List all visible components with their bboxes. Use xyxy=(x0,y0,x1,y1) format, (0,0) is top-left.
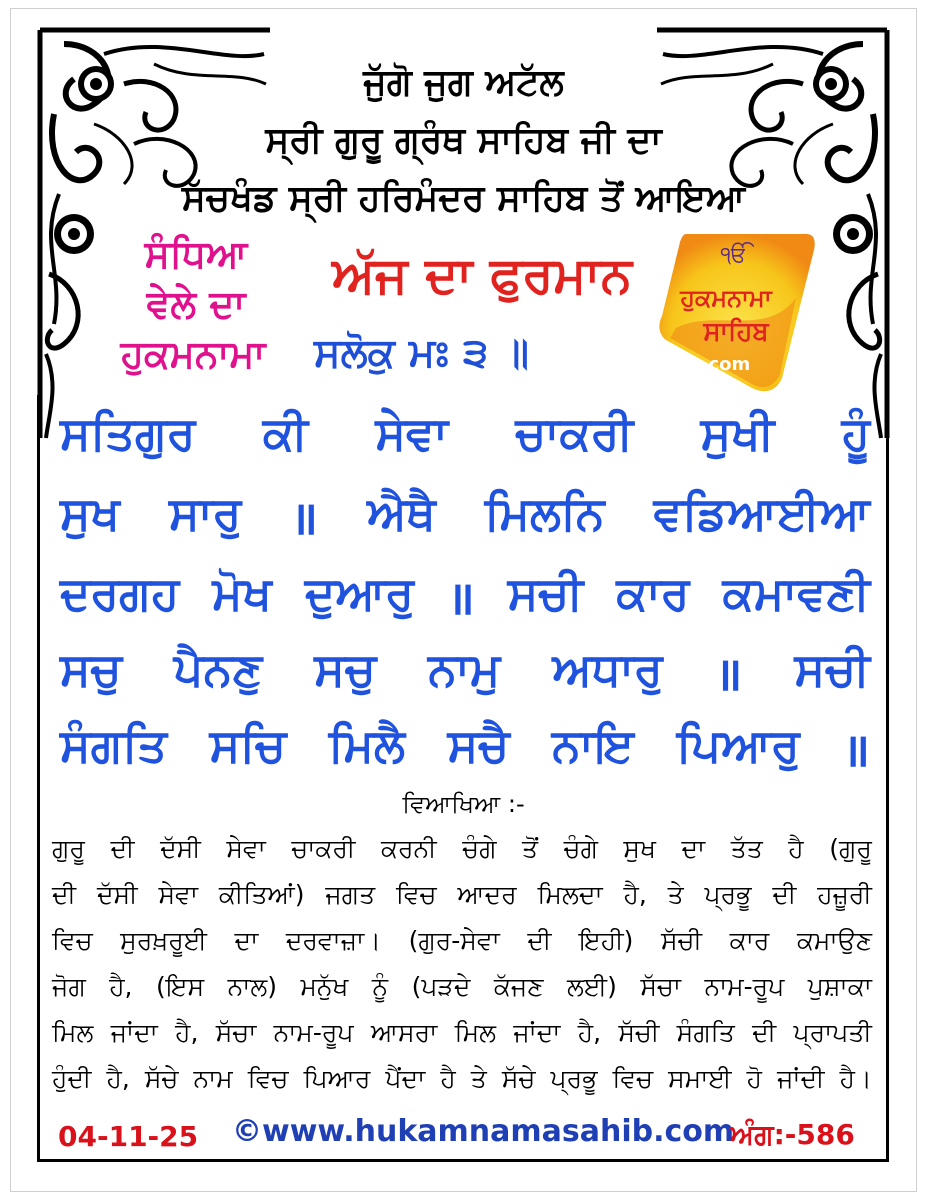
meaning-word: ਕਮਾਉਣ xyxy=(796,926,872,955)
meaning-word: ਪੁਸ਼ਾਕਾ xyxy=(807,972,872,1001)
meaning-word: ਹੋ xyxy=(746,1064,762,1093)
logo-text-line1: ਹੁਕਮਨਾਮਾ xyxy=(680,284,772,312)
meaning-word: ਨਾਮ xyxy=(193,1064,233,1093)
gurbani-line-3 xyxy=(60,566,870,628)
meaning-word: ਦੀ xyxy=(52,880,77,909)
meaning-word: ਕੱਜਣ xyxy=(493,972,544,1001)
meaning-word: ਦੀ xyxy=(527,926,552,955)
meaning-word: ਦਾ xyxy=(234,926,259,955)
meaning-word: ਵਿਚ xyxy=(395,880,437,909)
meaning-word: ਸੱਚਾ xyxy=(640,972,681,1001)
meaning-line-3 xyxy=(52,926,872,956)
meaning-word: ਹੈ, xyxy=(623,880,647,909)
meaning-word: ਕੀਤਿਆਂ) xyxy=(218,880,305,909)
gurbani-word: ਕੀ xyxy=(262,406,309,460)
meaning-word: ਵਿਚ xyxy=(612,1064,654,1093)
gurbani-word: ਸਚੁ xyxy=(314,642,376,696)
meaning-word: ਪ੍ਰਭੂ xyxy=(704,880,752,909)
meaning-word: ਹੈ। xyxy=(839,1064,872,1093)
meaning-word: ਦੱਸੀ xyxy=(160,834,201,863)
gurbani-word: ॥ xyxy=(447,571,475,625)
gurbani-word: ਪਿਆਰੁ xyxy=(676,718,800,772)
meaning-word: ਸੱਚਾ xyxy=(215,1018,257,1047)
meaning-word: ਤੇ xyxy=(667,880,684,909)
meaning-word: (ਗੁਰ-ਸੇਵਾ xyxy=(408,926,500,955)
gurbani-word: ਵਡਿਆਈਆ xyxy=(653,486,870,540)
gurbani-word: ਸਤਿਗੁਰ xyxy=(60,406,196,460)
meaning-word: ਦੀ xyxy=(752,1018,777,1047)
gurbani-word: ਐਥੈ xyxy=(367,486,436,540)
gurbani-line-4 xyxy=(60,642,870,704)
gurbani-word: ਦੁਆਰੁ xyxy=(304,566,414,620)
gurbani-word: ਪੈਨਣੁ xyxy=(173,642,263,696)
meaning-word: ਪਿਆਰ xyxy=(303,1064,371,1093)
meaning-word: ਸੱਚੀ xyxy=(661,926,703,955)
gurbani-word: ਚਾਕਰੀ xyxy=(515,406,634,460)
gurbani-word: ਦਰਗਹ xyxy=(60,566,180,620)
meaning-word: ਚੰਗੇ xyxy=(462,834,497,863)
meaning-line-4 xyxy=(52,972,872,1002)
meaning-word: ਤੋਂ xyxy=(522,834,539,863)
meaning-word: ਜੋਗ xyxy=(52,972,86,1001)
footer-website: ©www.hukamnamasahib.com xyxy=(232,1114,735,1149)
logo-text-line3: .com xyxy=(701,354,751,375)
gurbani-word: ਨਾਇ xyxy=(552,718,634,772)
header-title-line3: ਸੱਚਖੰਡ ਸ੍ਰੀ ਹਰਿਮੰਦਰ ਸਾਹਿਬ ਤੋਂ ਆਇਆ xyxy=(181,178,746,219)
gurbani-line-1 xyxy=(60,406,870,462)
meaning-line-1 xyxy=(52,834,872,864)
meaning-word: ਜਾਂਦਾ xyxy=(110,1018,158,1047)
meaning-word: ਇਹੀ) xyxy=(579,926,634,955)
meaning-word: ਦਾ xyxy=(681,834,706,863)
meaning-word: ਦੀ xyxy=(772,880,797,909)
meaning-word: ਮਿਲ xyxy=(454,1018,497,1047)
meaning-word: ਦਰਵਾਜ਼ਾ। xyxy=(285,926,382,955)
gurbani-word: ਸੁਖ xyxy=(60,486,120,540)
gurbani-word: ਕਾਰ xyxy=(616,566,690,620)
sandhia-label-line2: ਵੇਲੇ ਦਾ xyxy=(146,282,246,326)
meaning-word: ਨਾਮ-ਰੂਪ xyxy=(704,972,785,1001)
meaning-word: ਨਾਮ-ਰੂਪ xyxy=(273,1018,354,1047)
header-title-line2: ਸ੍ਰੀ ਗੁਰੂ ਗ੍ਰੰਥ ਸਾਹਿਬ ਜੀ ਦਾ xyxy=(265,120,662,161)
meaning-word: ਹੈ, xyxy=(175,1018,199,1047)
meaning-word: ਸੱਚੇ xyxy=(501,1064,536,1093)
gurbani-word: ਮਿਲਨਿ xyxy=(484,486,605,540)
meaning-word: ਮਿਲਦਾ xyxy=(537,880,603,909)
gurbani-word: ॥ xyxy=(842,723,870,777)
meaning-word: ਤੱਤ xyxy=(730,834,763,863)
meaning-word: ਚੰਗੇ xyxy=(563,834,598,863)
meaning-word: ਹੈ, xyxy=(106,1064,130,1093)
meaning-word: ਨਾਲ) xyxy=(227,972,278,1001)
meaning-word: ਸਮਾਈ xyxy=(668,1064,732,1093)
meaning-word: ਹੈ, xyxy=(109,972,133,1001)
vyakhia-heading: ਵਿਆਖਿਆ :- xyxy=(402,790,525,818)
meaning-word: ਕਾਰ xyxy=(729,926,770,955)
meaning-word: ਆਦਰ xyxy=(457,880,517,909)
meaning-word: ਚਾਕਰੀ xyxy=(291,834,356,863)
meaning-word: ਜਾਂਦਾ xyxy=(513,1018,561,1047)
meaning-line-5 xyxy=(52,1018,872,1048)
header-title-line1: ਜੁੱਗੋ ਜੁਗ ਅਟੱਲ xyxy=(363,62,564,103)
meaning-word: (ਇਸ xyxy=(155,972,205,1001)
gurbani-line-2 xyxy=(60,486,870,548)
meaning-word: ਗੁਰੂ xyxy=(52,834,85,863)
meaning-word: ਸੱਚੇ xyxy=(144,1064,179,1093)
meaning-word: ਦੀ xyxy=(110,834,135,863)
page-title: ਅੱਜ ਦਾ ਫੁਰਮਾਨ xyxy=(332,246,632,304)
meaning-word: ਕਰਨੀ xyxy=(380,834,437,863)
meaning-word: ਸੁਖ xyxy=(623,834,656,863)
meaning-word: ਸੁਰਖ਼ਰੂਈ xyxy=(120,926,207,955)
meaning-word: ਆਸਰਾ xyxy=(370,1018,438,1047)
meaning-word: ਪ੍ਰਾਪਤੀ xyxy=(793,1018,872,1047)
logo-text-line2: ਸਾਹਿਬ xyxy=(703,317,769,347)
meaning-word: ਸੱਚੀ xyxy=(618,1018,660,1047)
gurbani-word: ॥ xyxy=(290,491,318,545)
meaning-word: ਸੇਵਾ xyxy=(158,880,198,909)
meaning-word: ਹੈ xyxy=(788,834,804,863)
footer-date: 04-11-25 xyxy=(58,1120,199,1153)
meaning-word: ਪ੍ਰਭੂ xyxy=(550,1064,598,1093)
gurbani-word: ਮੋਖ xyxy=(212,566,272,620)
meaning-word: ਸੰਗਤਿ xyxy=(676,1018,735,1047)
gurbani-word: ਸਚੈ xyxy=(447,718,510,772)
sandhia-label-line1: ਸੰਧਿਆ xyxy=(144,232,248,276)
logo-khanda-icon: ੴ xyxy=(720,243,748,268)
meaning-word: (ਪੜਦੇ xyxy=(411,972,471,1001)
gurbani-word: ਸੇਵਾ xyxy=(375,406,448,460)
gurbani-word: ਮਿਲੈ xyxy=(328,718,405,772)
meaning-word: ਹੁੰਦੀ xyxy=(52,1064,92,1093)
meaning-line-2 xyxy=(52,880,872,910)
salok-heading: ਸਲੋਕੁ ਮਃ ੩ ॥ xyxy=(314,330,529,376)
meaning-word: ਜਾਂਦੀ xyxy=(777,1064,825,1093)
gurbani-word: ਅਧਾਰੁ xyxy=(552,642,663,696)
meaning-word: ਵਿਚ xyxy=(247,1064,289,1093)
meaning-word: ਪੈਂਦਾ xyxy=(385,1064,426,1093)
gurbani-word: ਸਚੀ xyxy=(507,566,584,620)
meaning-word: ਸੇਵਾ xyxy=(226,834,266,863)
gurbani-word: ਸੰਗਤਿ xyxy=(60,718,167,772)
gurbani-word: ॥ xyxy=(714,647,743,701)
meaning-word: (ਗੁਰੂ xyxy=(829,834,872,863)
meaning-word: ਵਿਚ xyxy=(52,926,93,955)
meaning-word: ਹੈ xyxy=(440,1064,456,1093)
meaning-line-6 xyxy=(52,1064,872,1094)
gurbani-word: ਸੁਖੀ xyxy=(700,406,775,460)
hukamnama-sahib-logo xyxy=(656,228,816,398)
footer-ang: ਅੰਗ:-586 xyxy=(730,1118,855,1151)
gurbani-word: ਸਚੀ xyxy=(794,642,870,696)
gurbani-word: ਸਚੁ xyxy=(60,642,122,696)
sandhia-label-line3: ਹੁਕਮਨਾਮਾ xyxy=(120,332,266,376)
meaning-word: ਨੂੰ xyxy=(371,972,389,1001)
meaning-word: ਲਈ) xyxy=(566,972,617,1001)
meaning-word: ਮਨੁੱਖ xyxy=(300,972,349,1001)
meaning-word: ਹਜ਼ੂਰੀ xyxy=(817,880,872,909)
gurbani-word: ਕਮਾਵਣੀ xyxy=(722,566,870,620)
gurbani-word: ਸਚਿ xyxy=(209,718,287,772)
meaning-word: ਤੇ xyxy=(470,1064,487,1093)
meaning-word: ਹੈ, xyxy=(577,1018,602,1047)
meaning-word: ਮਿਲ xyxy=(52,1018,94,1047)
gurbani-word: ਹੂੰ xyxy=(841,406,870,460)
gurbani-word: ਨਾਮੁ xyxy=(428,642,501,696)
meaning-word: ਦੱਸੀ xyxy=(96,880,138,909)
gurbani-word: ਸਾਰੁ xyxy=(168,486,242,540)
gurbani-line-5 xyxy=(60,718,870,780)
meaning-word: ਜਗਤ xyxy=(325,880,376,909)
